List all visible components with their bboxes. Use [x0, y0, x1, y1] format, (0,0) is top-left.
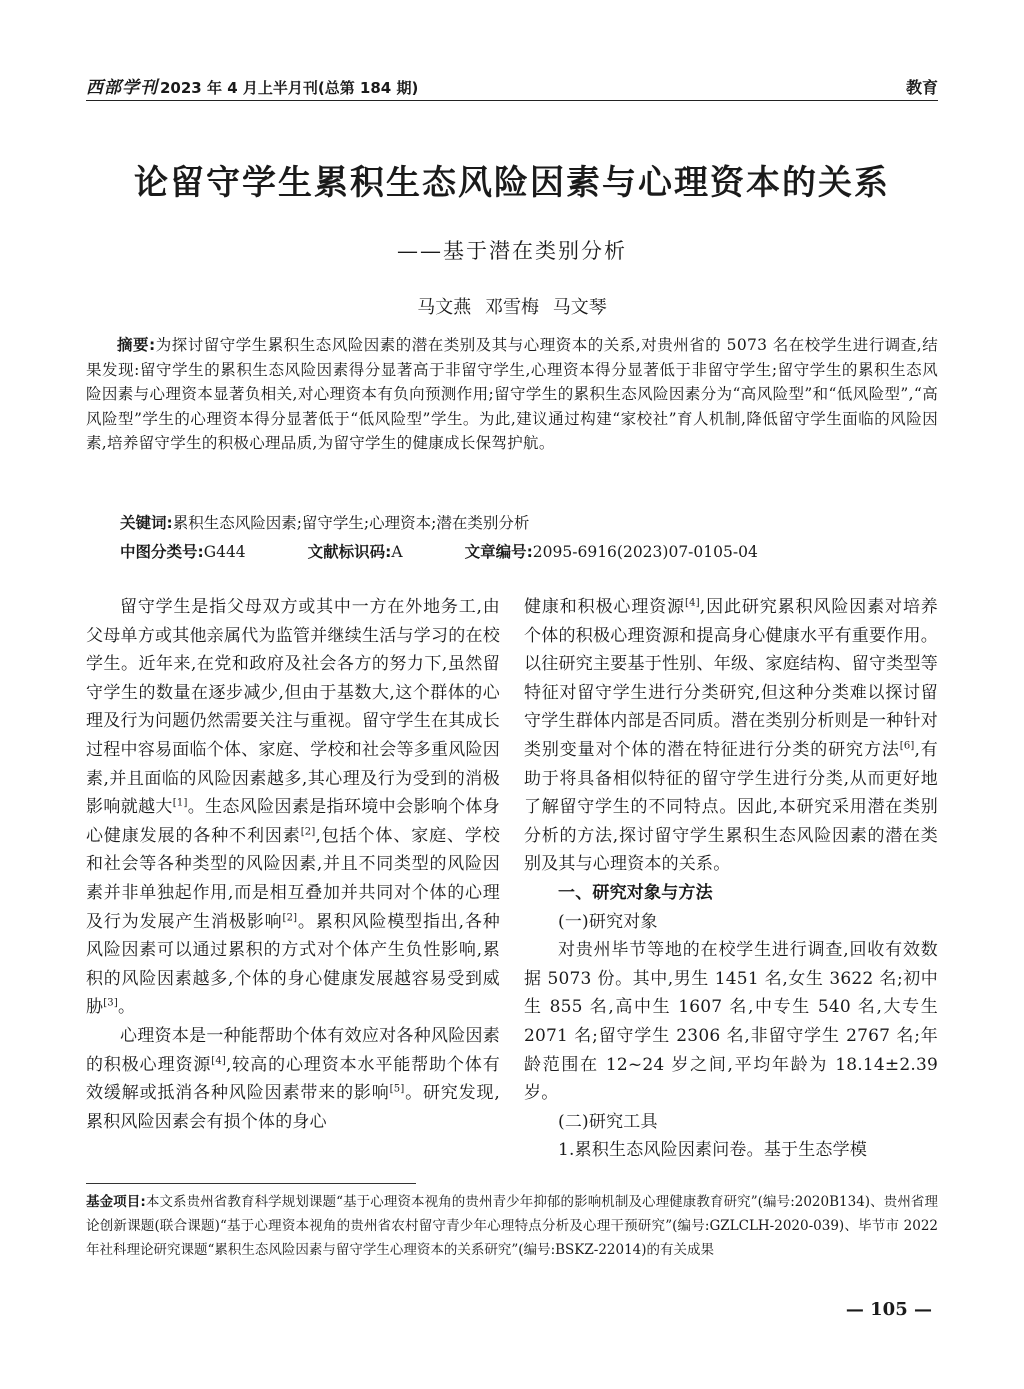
citation: [1]: [172, 797, 188, 809]
text-run: 。研究发现,累积风险因素会有损个体的身心: [86, 1083, 500, 1132]
keywords-text: 累积生态风险因素;留守学生;心理资本;潜在类别分析: [172, 514, 530, 532]
article-subtitle: ——基于潜在类别分析: [397, 239, 627, 263]
clc-value: G444: [203, 543, 246, 561]
running-header: [86, 72, 938, 98]
doc-value: A: [391, 543, 403, 561]
footnote-rule: [86, 1183, 416, 1184]
subsection-heading: (二)研究工具: [558, 1111, 658, 1132]
citation: [2]: [300, 826, 316, 838]
issue-info: 2023 年 4 月上半月刊(总第 184 期): [160, 79, 419, 97]
text-run: 留守学生是指父母双方或其中一方在外地务工,由父母单方或其他亲属代为监管并继续生活与学习的在校学生。近年来,在党和政府及社会各方的努力下,虽然留守学生的数量在逐步减少,但由于基数大,这个群体的心理及行为问题仍然需要关注与重视。留守学生在其成长过程中容易面临个体、家庭、学校和社会等多重风险因素,并且面临的风险因素越多,其心理及行为受到的消极影响就越大: [86, 597, 500, 818]
abstract: [86, 333, 938, 456]
text-run: 心理资本是一种能帮助个体有效应对各种风险因素的积极心理资源: [86, 1025, 500, 1075]
text-run: ,较高的心理资本水平能帮助个体有效缓解或抵消各种风险因素带来的影响: [86, 1054, 500, 1104]
citation: [4]: [211, 1054, 227, 1066]
text-run: 。生态风险因素是指环境中会影响个体身心健康发展的各种不利因素: [86, 797, 500, 846]
section-name: 教育: [905, 78, 938, 97]
paragraph: [86, 593, 500, 1022]
paragraph: 1.累积生态风险因素问卷。基于生态学模: [558, 1140, 868, 1161]
author-list: 马文燕 邓雪梅 马文琴: [417, 297, 607, 318]
doc-label: 文献标识码:: [307, 543, 392, 561]
header-left: [86, 73, 418, 98]
keywords: [120, 511, 938, 533]
keywords-label: 关键词:: [120, 514, 173, 532]
clc-label: 中图分类号:: [120, 543, 204, 561]
abstract-label: 摘要:: [117, 336, 156, 354]
header-rule: [86, 100, 938, 101]
paragraph: [86, 1022, 500, 1136]
page-number: — 105 —: [845, 1299, 932, 1320]
body-column-right: [524, 593, 938, 1165]
funding-label: 基金项目:: [86, 1194, 146, 1210]
funding-text: 本文系贵州省教育科学规划课题“基于心理资本视角的贵州青少年抑郁的影响机制及心理健康教育研究”(编号:2020B134)、贵州省理论创新课题(联合课题)“基于心理资本视角的贵州省农村留守青少年心理特点分析及心理干预研究”(编号:GZLCLH-2020-039)、毕节市 2022 年社科理论研究课题“累积生态风险因素与留守学生心理资本的关系研究”(编号:BSKZ-22014)的有关成果: [86, 1194, 938, 1258]
citation: [5]: [389, 1083, 405, 1095]
art-value: 2095-6916(2023)07-0105-04: [532, 543, 758, 561]
text-run: 健康和积极心理资源: [524, 597, 686, 617]
citation: [6]: [899, 740, 915, 752]
paragraph: 对贵州毕节等地的在校学生进行调查,回收有效数据 5073 份。其中,男生 1451 名,女生 3622 名;初中生 855 名,高中生 1607 名,中专生 540 名,大专生 2071 名;留守学生 2306 名,非留守学生 2767 名;年龄范围在 12~24 岁之间,平均年龄为 18.14±2.39 岁。: [524, 940, 938, 1104]
subsection-heading: (一)研究对象: [558, 911, 658, 932]
funding-note: [86, 1190, 938, 1262]
journal-logo: 西部学刊: [86, 78, 158, 98]
paragraph: [524, 593, 938, 879]
abstract-text: 为探讨留守学生累积生态风险因素的潜在类别及其与心理资本的关系,对贵州省的 5073 名在校学生进行调查,结果发现:留守学生的累积生态风险因素得分显著高于非留守学生,心理资本得分显著低于非留守学生;留守学生的累积生态风险因素与心理资本显著负相关,对心理资本有负向预测作用;留守学生的累积生态风险因素分为“高风险型”和“低风险型”,“高风险型”学生的心理资本得分显著低于“低风险型”学生。为此,建议通过构建“家校社”育人机制,降低留守学生面临的风险因素,培养留守学生的积极心理品质,为留守学生的健康成长保驾护航。: [86, 336, 938, 452]
text-run: ,包括个体、家庭、学校和社会等各种类型的风险因素,并且不同类型的风险因素并非单独起作用,而是相互叠加并共同对个体的心理及行为发展产生消极影响: [86, 825, 500, 932]
text-run: 。累积风险模型指出,各种风险因素可以通过累积的方式对个体产生负性影响,累积的风险因素越多,个体的身心健康发展越容易受到威胁: [86, 911, 500, 1018]
art-label: 文章编号:: [464, 543, 533, 561]
classification-line: [120, 540, 938, 562]
article-number: [465, 540, 758, 562]
document-code: [308, 540, 403, 562]
citation: [4]: [685, 597, 700, 609]
text-run: ,有助于将具备相似特征的留守学生进行分类,从而更好地了解留守学生的不同特点。因此,本研究采用潜在类别分析的方法,探讨留守学生累积生态风险因素的潜在类别及其与心理资本的关系。: [524, 739, 938, 875]
citation: [3]: [103, 997, 118, 1009]
clc-number: [120, 540, 246, 562]
article-title: 论留守学生累积生态风险因素与心理资本的关系: [134, 163, 890, 203]
body-column-left: [86, 593, 500, 1136]
citation: [2]: [282, 911, 298, 923]
text-run: 。: [117, 997, 136, 1018]
section-heading: 一、研究对象与方法: [558, 882, 713, 903]
text-run: ,因此研究累积风险因素对培养个体的积极心理资源和提高身心健康水平有重要作用。以往研究主要基于性别、年级、家庭结构、留守类型等特征对留守学生进行分类研究,但这种分类难以探讨留守学生群体内部是否同质。潜在类别分析则是一种针对类别变量对个体的潜在特征进行分类的研究方法: [524, 597, 938, 760]
